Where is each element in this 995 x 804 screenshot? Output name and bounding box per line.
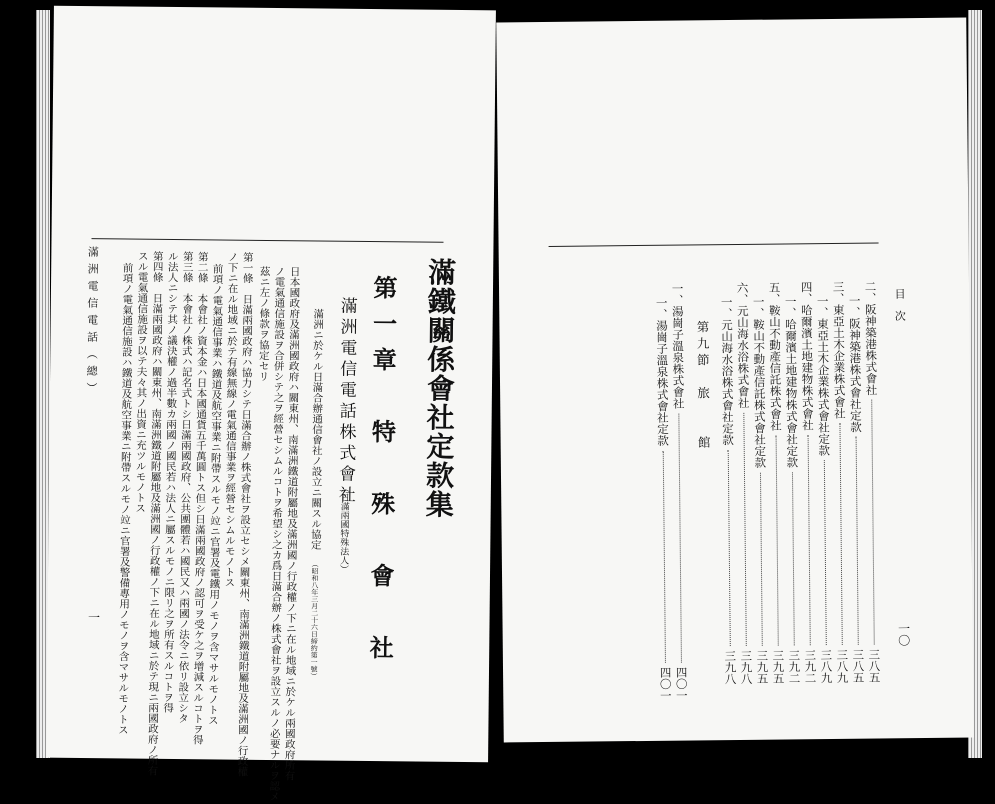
toc-leader (728, 450, 732, 646)
paragraph-line: 前項ノ電氣通信事業ハ鐵道及航空事業ニ附帶スルモノ竝ニ官署及電鐵用ノモノヲ含マサルモノトス (206, 263, 224, 726)
chapter-title: 第一章 特 殊 會 社 (364, 275, 399, 672)
toc-label: 一、阪神築港株式會社定款 (847, 294, 864, 433)
toc-leader (776, 435, 780, 645)
toc-leader (743, 412, 747, 645)
agreement-title: 滿洲ニ於ケル日滿合辦通信會社ノ設立ニ關スル協定 (309, 308, 325, 551)
toc-entry (800, 281, 816, 683)
paragraph-line: 第一條 日滿兩國政府ハ協力シテ日滿合辦ノ株式會社ヲ設立セシメ關東州、南滿洲鐵道附屬地及滿洲國ノ行政權 (236, 251, 254, 777)
toc-entry (720, 296, 736, 684)
paragraph-line: 第三條 本會社ノ株式ハ記名式トシ日滿兩國政府、公共團體若ハ國民又ハ兩國ノ法令ニ依リ設立シタ (176, 251, 194, 724)
toc-leader (663, 450, 667, 662)
toc-label: 一、湯崗子溫泉株式會社定款 (654, 296, 671, 447)
header-rule (549, 242, 879, 246)
toc-label: 五、鞍山不動產信託株式會社 (767, 281, 784, 432)
toc-label: 一、湯崗子溫泉株式會社 (670, 282, 686, 410)
toc-entry (736, 282, 752, 684)
book-title: 滿鐵關係會社定款集 (421, 257, 458, 519)
toc-leader (839, 423, 843, 645)
toc-label: 四、哈爾濱土地建物株式會社 (799, 281, 816, 431)
toc-page: 三九二 (787, 648, 802, 684)
toc-entry (655, 297, 671, 701)
paragraph-line: 第四條 日滿兩國政府ハ關東州、南滿洲鐵道附屬地及滿洲國ノ行政權ノ下ニ在ル地域ニ於テ現ニ兩國政府ノ所有 (146, 250, 164, 776)
toc-page: 三九二 (803, 648, 818, 684)
toc-entry (832, 281, 848, 683)
toc-leader (871, 400, 875, 645)
page-number: 一 (86, 611, 101, 624)
toc-label: 一、哈爾濱土地建物株式會社定款 (783, 295, 800, 468)
toc-page: 三八五 (867, 647, 882, 683)
toc-entry (848, 295, 864, 683)
toc-entry (816, 295, 832, 683)
toc-page: 三九五 (771, 648, 786, 684)
paragraph-line: ノ電氣通信施設ヲ合併シテ之ヲ經營セシムルコトヲ希望シ之カ爲日滿合辦ノ株式會社ヲ設立スルノ必要ナルヲ認メ (268, 266, 286, 802)
toc-entry (864, 281, 880, 683)
toc-label: 三、東亞土木企業株式會社 (831, 280, 847, 419)
company-name: 滿洲電信電話株式會社 (334, 296, 357, 507)
toc-label: 二、阪神築港株式會社 (863, 280, 879, 396)
toc-label: 一、東亞土木企業株式會社定款 (815, 295, 832, 457)
title-rule (92, 238, 444, 243)
section-title: 第九節 旅 館 (694, 320, 712, 453)
toc-page: 三八九 (819, 648, 834, 684)
toc-leader (792, 472, 795, 645)
toc-leader (856, 437, 860, 645)
toc-label: 一、鞍山不動產信託株式會社定款 (751, 295, 768, 469)
toc-page: 三八五 (851, 648, 866, 683)
paragraph-line: 茲ニ左ノ條款ヲ協定セリ (257, 265, 271, 382)
paragraph-line: ノ下ニ在ル地域ニ於テ有線無線ノ電氣通信事業ヲ經營セシムルモノトス (223, 251, 239, 588)
toc-page: 三九五 (755, 649, 770, 684)
toc-page: 三九八 (723, 649, 738, 685)
toc-leader (678, 413, 682, 662)
toc-page: 四〇一 (658, 666, 673, 701)
paragraph-line: スル電氣通信施設ヲ以テ夫々其ノ出資ニ充ツルモノトス (134, 250, 149, 514)
left-page (46, 6, 496, 802)
toc-entry (671, 283, 687, 701)
page-header: 目 次 (893, 288, 907, 322)
toc-entry (768, 282, 784, 684)
toc-entry (784, 295, 800, 683)
toc-leader (824, 460, 827, 645)
company-note: （日滿兩國特殊法人） (338, 483, 349, 574)
toc-page: 三九八 (739, 649, 754, 684)
toc-leader (760, 472, 763, 645)
toc-label: 六、元山海水浴株式會社 (735, 281, 751, 409)
paragraph-line: ル法人ニシテ其ノ議決權ノ過半數カ兩國ノ國民若ハ法人ニ屬スルモノニ限リ之ヲ所有スルコトヲ得 (162, 250, 179, 714)
paragraph-line: 第二條 本會社ノ資本金ハ日本國通貨五千萬圓トス但シ日滿兩國政府ノ認可ヲ受ケ之ヲ增減スルコトヲ得 (191, 251, 209, 745)
page-footer: 滿洲電信電話（總） (84, 246, 100, 400)
toc-leader (808, 435, 812, 645)
page-number: 一〇 (896, 622, 911, 647)
agreement-date: （昭和八年三月二十六日締約第一號） (309, 560, 320, 680)
paragraph-line: 日本國政府及滿洲國政府ハ關東州、南滿洲鐵道附屬地及滿洲國ノ行政權ノ下ニ在ル地域ニ於ケル兩國政府所有 (283, 266, 301, 781)
toc-label: 一、元山海水浴株式會社定款 (719, 296, 736, 446)
right-page (496, 18, 974, 743)
toc-page: 三八九 (835, 648, 850, 683)
paragraph-line: 前項ノ電氣通信施設ハ鐵道及航空事業ニ附帶スルモノ竝ニ官署及警備專用ノモノヲ含マサルモノトス (116, 262, 134, 736)
toc-entry (752, 296, 768, 684)
toc-page: 四〇一 (674, 666, 689, 701)
